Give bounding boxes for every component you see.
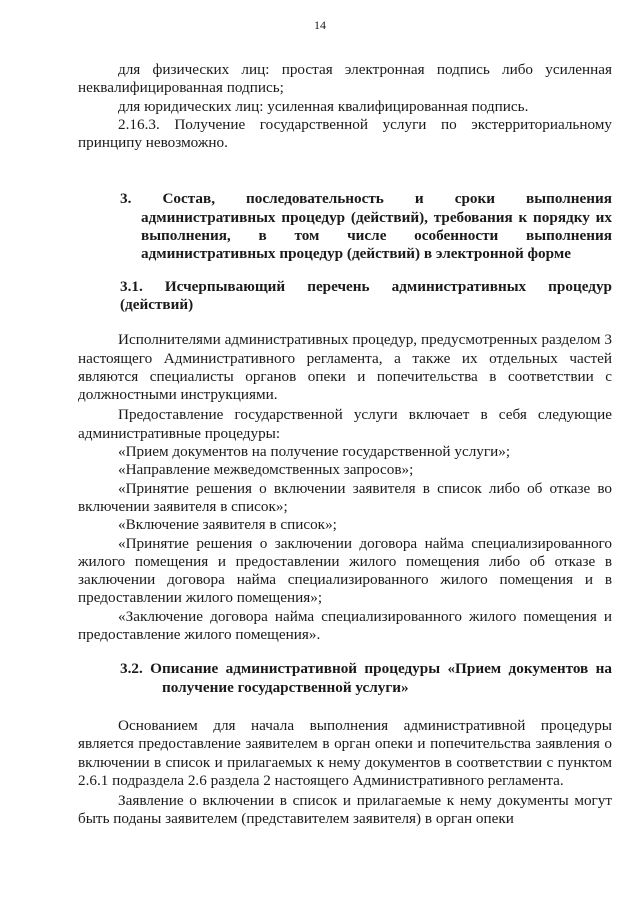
procedure-item: «Принятие решения о включении заявителя в список либо об отказе во включении заявителя в список»;	[78, 479, 612, 515]
paragraph-signature-legal-entities: для юридических лиц: усиленная квалифицированная подпись.	[118, 97, 529, 115]
paragraph-submission: Заявление о включении в список и прилагаемые к нему документы могут быть поданы заявителем (представителем заявителя) в орган опеки	[78, 792, 612, 828]
paragraph-procedures-intro: Предоставление государственной услуги включает в себя следующие административные процедуры:	[78, 406, 612, 442]
paragraph-signature-individuals: для физических лиц: простая электронная подпись либо усиленная неквалифицированная подпись;	[78, 61, 612, 97]
procedure-item: «Включение заявителя в список»;	[118, 516, 337, 534]
paragraph-2-16-3: 2.16.3. Получение государственной услуги по экстерриториальному принципу невозможно.	[78, 115, 612, 152]
document-body	[78, 61, 612, 829]
page-number: 14	[314, 18, 326, 32]
section-heading-3: 3. Состав, последовательность и сроки выполнения административных процедур (действий), требования к порядку их выполнения, в том числе особенности выполнения административных процедур (действий) в электронной форме	[120, 190, 612, 263]
procedure-item: «Направление межведомственных запросов»;	[118, 461, 414, 479]
paragraph-executors: Исполнителями административных процедур, предусмотренных разделом 3 настоящего Административного регламента, а также их отдельных частей являются специалисты органов опеки и попечительства в соответствии с должностными инструкциями.	[78, 331, 612, 404]
procedure-item: «Заключение договора найма специализированного жилого помещения и предоставление жилого помещения».	[78, 607, 612, 644]
section-heading-3-2: 3.2. Описание административной процедуры «Прием документов на получение государственной услуги»	[120, 660, 612, 696]
procedure-item: «Принятие решения о заключении договора найма специализированного жилого помещения и предоставлении жилого помещения либо об отказе в заключении договора найма специализированного жилого помещения и в предоставлении жилого помещения»;	[78, 534, 612, 607]
section-heading-3-1: 3.1. Исчерпывающий перечень административных процедур (действий)	[120, 277, 612, 313]
procedure-item: «Прием документов на получение государственной услуги»;	[118, 443, 511, 461]
paragraph-basis: Основанием для начала выполнения административной процедуры является предоставление заявителем в орган опеки и попечительства заявления о включении в список и прилагаемых к нему документов в соответствии с пунктом 2.6.1 подраздела 2.6 раздела 2 настоящего Административного регламента.	[78, 716, 612, 789]
